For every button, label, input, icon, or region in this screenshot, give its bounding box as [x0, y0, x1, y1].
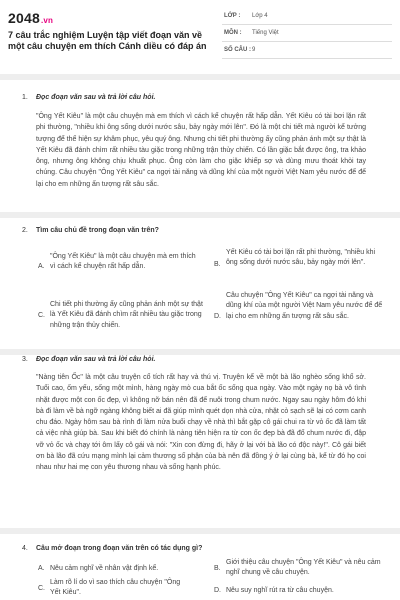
page-title: 7 câu trắc nghiệm Luyện tập viết đoạn văn về một câu chuyện em thích Cánh diều có đáp án: [8, 30, 207, 51]
meta-row-subject: [222, 25, 392, 42]
meta-key: MÔN :: [224, 30, 242, 36]
question-header: [0, 545, 400, 559]
option-text: Nêu suy nghĩ rút ra từ câu chuyện.: [226, 587, 334, 594]
answer-option-a[interactable]: [38, 252, 208, 284]
option-letter: B.: [214, 565, 221, 572]
question-title: Đọc đoạn văn sau và trả lời câu hỏi.: [36, 94, 156, 101]
meta-key: SỐ CÂU :: [224, 47, 251, 53]
reading-passage: "Nàng tiên Ốc" là một câu truyện cổ tích rất hay và thú vị. Truyện kể về một bà lão nghèo sống khổ sở. Tuổi cao, ốm yếu, sống một mình, hàng ngày mò cua bắt ốc sống qua ngày. Vào một ngày nọ bà vô tình nhặt được một con ốc đẹp, vì không nỡ bán nên đã để nuôi trong chum nước. Ngay sau ngày hôm đó khi bà đi làm về bà ngỡ ngàng không biết ai đã giúp mình quét dọn nhà cửa, nhặt cỏ sạch sẽ lại có cơm canh chu đáo. Ngày hôm sau bà rình đi làm nửa buổi chạy về nhà thì bắt gặp cô gái chui ra từ vỏ ốc đã làm tất cả việc nhà giúp bà. Sau khi biết đó chính là nàng tiên hiện ra từ con ốc đẹp bà đã đổ chum nước đi, đập vỡ vỏ ốc và chạy tới ôm lấy cô gái và nói: "Xin con đừng đi, hãy ở lại với bà lão có độc này!". Cô gái biết ơn bà lão đã cứu mạng mình lại cảm thương số phận của bà nên đã đồng ý ở lại cùng bà, kể từ đó họ coi nhau như hai mẹ con yêu thương nhau và sống hạnh phúc.: [36, 374, 366, 472]
question-title: Đọc đoạn văn sau và trả lời câu hỏi.: [36, 356, 156, 363]
question-number: 4.: [22, 545, 28, 552]
meta-value: Tiếng Việt: [252, 30, 279, 36]
option-text: Nêu cảm nghĩ về nhân vật định kể.: [50, 565, 159, 572]
option-letter: D.: [214, 313, 221, 320]
site-logo[interactable]: [8, 10, 53, 26]
answer-option-d[interactable]: [214, 586, 390, 598]
question-title: Tìm câu chủ đề trong đoạn văn trên?: [36, 227, 159, 234]
section-divider: [0, 528, 400, 534]
question-number: 2.: [22, 227, 28, 234]
option-letter: C.: [38, 312, 45, 319]
option-letter: A.: [38, 263, 45, 270]
question-2: [0, 227, 400, 241]
option-text: Chi tiết phi thường ấy cũng phản ánh một sự thật là Yết Kiêu đã đánh chìm rất nhiều tàu giặc trong những trận thủy chiến.: [50, 301, 203, 329]
answer-option-c[interactable]: [38, 578, 208, 600]
answer-option-c[interactable]: [38, 300, 212, 336]
section-divider: [0, 349, 400, 355]
meta-table: [222, 8, 392, 59]
question-header: [0, 356, 400, 370]
section-divider: [0, 212, 400, 218]
page-header: [0, 0, 400, 64]
option-text: Yết Kiêu có tài bơi lặn rất phi thường, "nhiều khi ông sống dưới nước sâu, bảy ngày mới lên".: [226, 249, 376, 267]
question-1: [0, 94, 400, 188]
logo-suffix: .vn: [40, 16, 54, 25]
answer-option-b[interactable]: [214, 558, 390, 582]
question-number: 1.: [22, 94, 28, 101]
option-text: Giới thiệu câu chuyện "Ông Yết Kiêu" và nêu cảm nghĩ chung về câu chuyện.: [226, 559, 381, 577]
reading-passage: "Ông Yết Kiêu" là một câu chuyện mà em thích vì cách kể chuyện rất hấp dẫn. Yết Kiêu có tài bơi lặn rất phi thường, "nhiều khi ông sống dưới nước sâu, bảy ngày mới lên". Đó là một chi tiết mà người kể tưởng tượng để thể hiện sự khâm phục, yêu quý ông. Nhưng chi tiết phi thường ấy cũng phản ánh một sự thật là Yết Kiêu đã đánh chìm rất nhiều tàu giặc trong những trận thủy chiến. Có lần giặc bắt được ông, tra khảo ông, nhưng ông không chịu khuất phục. Ông còn làm cho giặc khiếp sợ và dùng mưu thoát khỏi tay chúng. Câu chuyện "Ông Yết Kiêu" ca ngợi tài năng và dũng khí của một người Việt Nam yêu nước để để lại cho em những ấn tượng rất sâu sắc.: [36, 113, 366, 188]
option-letter: D.: [214, 587, 221, 594]
question-4: [0, 545, 400, 559]
meta-value: 9: [252, 47, 256, 53]
meta-key: LỚP :: [224, 13, 241, 19]
meta-row-grade: [222, 8, 392, 25]
answer-option-b[interactable]: [214, 248, 390, 282]
question-3: [0, 356, 400, 472]
meta-row-count: [222, 42, 392, 59]
logo-main: 2048: [8, 10, 40, 26]
question-header: [0, 227, 400, 241]
option-text: Câu chuyện "Ông Yết Kiêu" ca ngợi tài năng và dũng khí của một người Việt Nam yêu nước để để lại cho em những ấn tượng rất sâu sắc.: [226, 292, 383, 320]
question-title: Câu mở đoạn trong đoạn văn trên có tác dụng gì?: [36, 545, 203, 552]
question-header: [0, 94, 400, 108]
question-number: 3.: [22, 356, 28, 363]
meta-value: Lớp 4: [252, 13, 268, 19]
option-text: Làm rõ lí do vì sao thích câu chuyện "Ông Yết Kiêu".: [50, 579, 181, 597]
option-letter: C.: [38, 585, 45, 592]
option-letter: B.: [214, 261, 221, 268]
answer-option-d[interactable]: [214, 291, 390, 337]
option-letter: A.: [38, 565, 45, 572]
answer-option-a[interactable]: [38, 564, 208, 576]
option-text: "Ông Yết Kiêu" là một câu chuyện mà em thích vì cách kể chuyện rất hấp dẫn.: [50, 253, 196, 271]
section-divider: [0, 74, 400, 80]
